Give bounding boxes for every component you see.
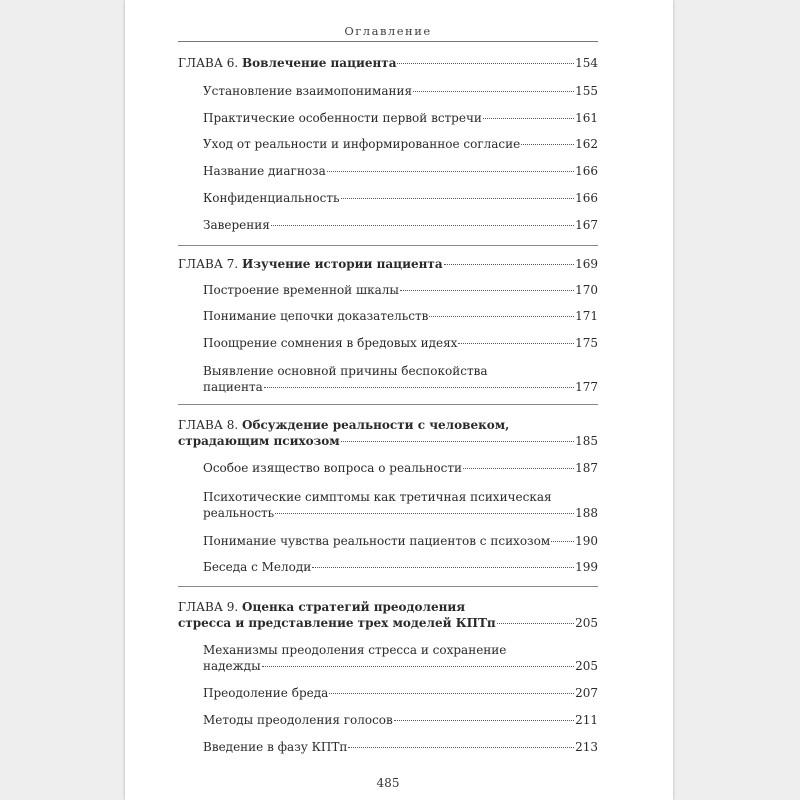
toc-section-line-1: Механизмы преодоления стресса и сохранение <box>203 643 507 657</box>
chapter-separator <box>178 586 598 587</box>
toc-chapter-8[interactable] <box>178 434 598 448</box>
chapter-separator <box>178 404 598 405</box>
toc-section[interactable]: Особое изящество вопроса о реальности 187 <box>203 461 598 475</box>
toc-section[interactable]: реальность 188 <box>203 506 598 520</box>
toc-section[interactable]: Установление взаимопонимания 155 <box>203 84 598 98</box>
toc-section[interactable]: Методы преодоления голосов 211 <box>203 713 598 727</box>
dot-leader <box>497 623 574 624</box>
chapter-8-label: страдающим психозом <box>178 434 340 448</box>
toc-section[interactable]: Построение временной шкалы 170 <box>203 283 598 297</box>
toc-section[interactable]: Название диагноза 166 <box>203 164 598 178</box>
toc-section[interactable]: Беседа с Мелоди 199 <box>203 560 598 574</box>
dot-leader <box>397 63 574 64</box>
chapter-7-label: ГЛАВА 7. Изучение истории пациента <box>178 257 443 271</box>
chapter-9-label-line-1: ГЛАВА 9. Оценка стратегий преодоления <box>178 600 466 614</box>
toc-section[interactable]: Введение в фазу КПТп 213 <box>203 740 598 754</box>
toc-chapter-9[interactable] <box>178 616 598 630</box>
chapter-6-page: 154 <box>575 56 598 70</box>
toc-section[interactable]: Уход от реальности и информированное согласие 162 <box>203 137 598 151</box>
page-number: 485 <box>376 776 400 790</box>
toc-section-line-1: Психотические симптомы как третичная психическая <box>203 490 552 504</box>
chapter-6-label: ГЛАВА 6. Вовлечение пациента <box>178 56 397 70</box>
toc-section[interactable]: пациента 177 <box>203 380 598 394</box>
toc-chapter-7[interactable] <box>178 257 598 271</box>
toc-section[interactable]: Практические особенности первой встречи 161 <box>203 111 598 125</box>
chapter-7-page: 169 <box>575 257 598 271</box>
toc-section[interactable]: Конфиденциальность 166 <box>203 191 598 205</box>
running-head: Оглавление <box>344 24 432 38</box>
toc-section[interactable]: надежды 205 <box>203 659 598 673</box>
toc-section[interactable]: Заверения 167 <box>203 218 598 232</box>
table-of-contents <box>178 0 598 800</box>
chapter-9-label: стресса и представление трех моделей КПТп <box>178 616 496 630</box>
chapter-9-page: 205 <box>575 616 598 630</box>
chapter-separator <box>178 245 598 246</box>
toc-chapter-6[interactable] <box>178 56 598 70</box>
dot-leader <box>444 264 575 265</box>
toc-section[interactable]: Преодоление бреда 207 <box>203 686 598 700</box>
toc-section[interactable]: Понимание чувства реальности пациентов с психозом 190 <box>203 534 598 548</box>
chapter-8-page: 185 <box>575 434 598 448</box>
chapter-8-label-line-1: ГЛАВА 8. Обсуждение реальности с человеком, <box>178 418 510 432</box>
toc-section[interactable]: Понимание цепочки доказательств 171 <box>203 309 598 323</box>
toc-section-line-1: Выявление основной причины беспокойства <box>203 364 488 378</box>
dot-leader <box>341 441 574 442</box>
toc-section[interactable]: Поощрение сомнения в бредовых идеях 175 <box>203 336 598 350</box>
